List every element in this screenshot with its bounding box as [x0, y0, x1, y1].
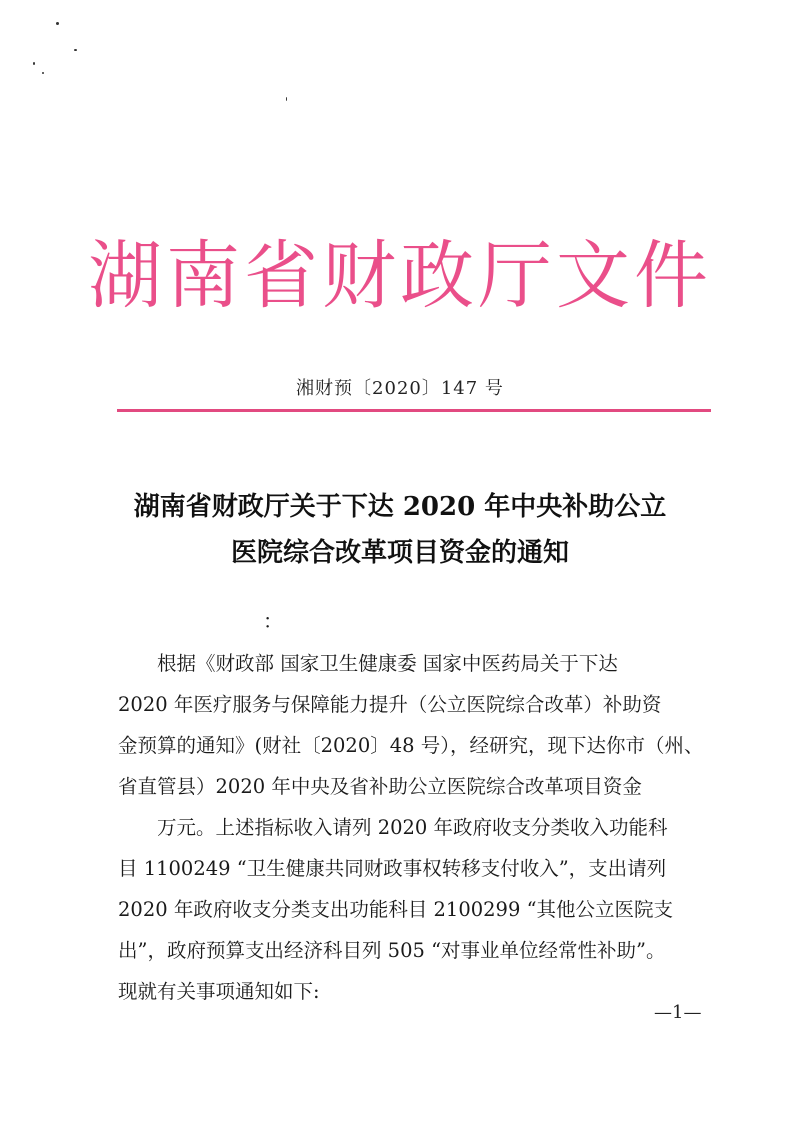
paragraph-line: 2020 年医疗服务与保障能力提升（公立医院综合改革）补助资 — [118, 693, 662, 716]
notice-title-line-2: 医院综合改革项目资金的通知 — [230, 538, 569, 568]
scan-speck — [42, 72, 44, 74]
paragraph-line: 2020 年政府收支分类支出功能科目 2100299 “其他公立医院支 — [118, 898, 674, 921]
paragraph-line: 现就有关事项通知如下: — [118, 980, 320, 1003]
paragraph-line: 金预算的通知》(财社〔2020〕48 号），经研究，现下达你市（州、 — [118, 734, 704, 757]
paragraph-line: 目 1100249 “卫生健康共同财政事权转移支付收入”，支出请列 — [118, 857, 667, 880]
paragraph-1 — [118, 643, 718, 807]
paragraph-line: 省直管县）2020 年中央及省补助公立医院综合改革项目资金 — [118, 775, 642, 798]
red-separator-line — [117, 409, 711, 412]
document-masthead: 湖南省财政厅文件 — [88, 233, 712, 319]
page-number: —1— — [654, 1002, 702, 1023]
paragraph-line: 出”，政府预算支出经济科目列 505 “对事业单位经常性补助”。 — [118, 939, 666, 962]
scan-speck — [33, 62, 35, 65]
paragraph-2 — [118, 807, 718, 1012]
scan-speck — [56, 22, 59, 25]
notice-title — [90, 484, 710, 576]
document-number: 湘财预〔2020〕147 号 — [296, 378, 504, 399]
notice-title-line-1: 湖南省财政厅关于下达 2020 年中央补助公立 — [133, 492, 667, 522]
paragraph-line: 根据《财政部 国家卫生健康委 国家中医药局关于下达 — [157, 652, 618, 675]
scan-speck — [74, 49, 77, 51]
scan-speck — [286, 97, 287, 101]
addressee-colon: ： — [263, 609, 283, 633]
paragraph-line: 万元。上述指标收入请列 2020 年政府收支分类收入功能科 — [157, 816, 668, 839]
